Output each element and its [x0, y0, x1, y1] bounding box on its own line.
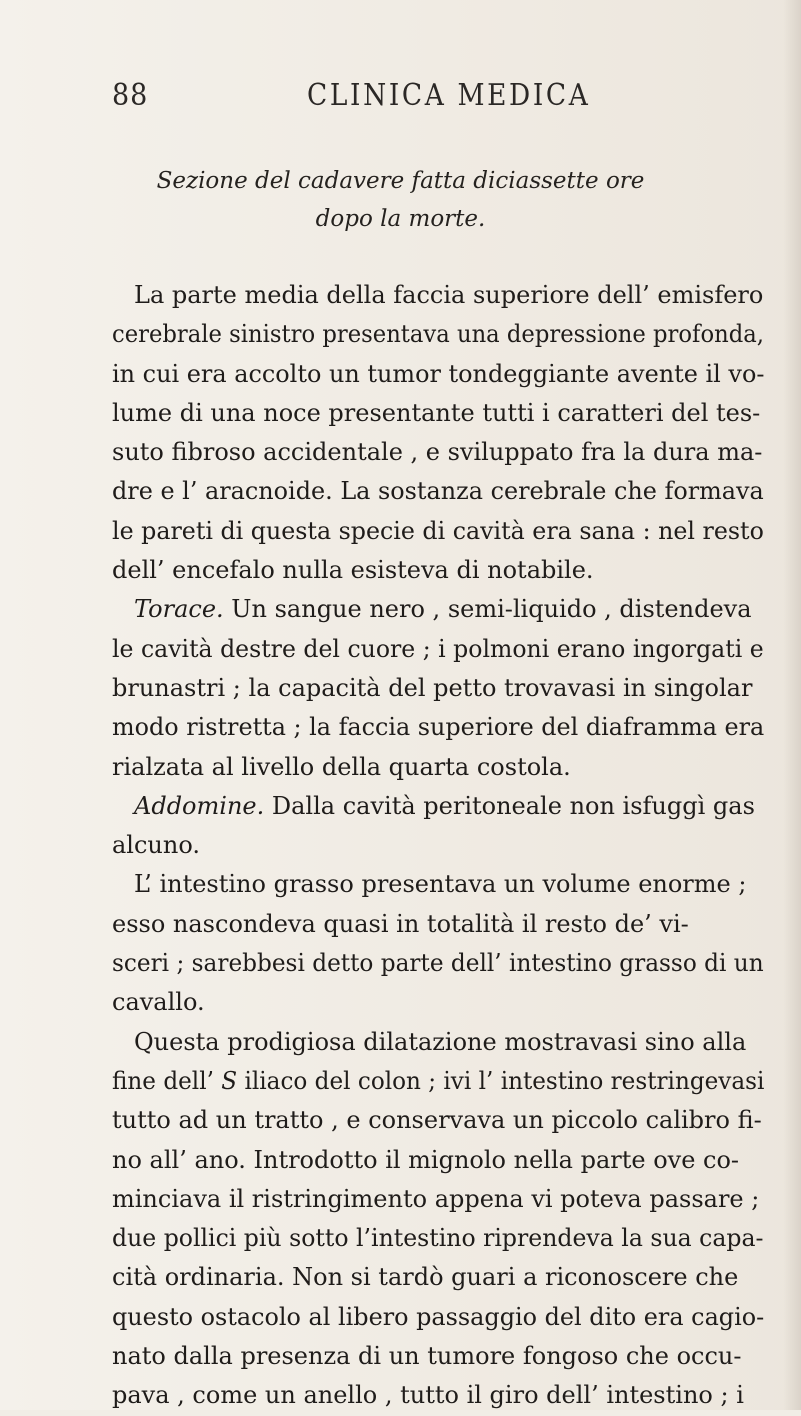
text-line-3: in cui era accolto un tumor tondeggiante avente il vo-: [112, 359, 765, 388]
text-line-5: suto fibroso accidentale , e sviluppato fra la dura ma-: [112, 438, 763, 467]
letter-s-mark: S: [221, 1066, 238, 1095]
text-line-24: minciava il ristringimento appena vi poteva passare ;: [112, 1184, 760, 1213]
text-line-17: esso nascondeva quasi in totalità il resto de’ vi-: [112, 909, 689, 938]
text-line-12: modo ristretta ; la faccia superiore del diaframma era: [112, 713, 765, 742]
text-line-22: tutto ad un tratto , e conservava un piccolo calibro fi-: [112, 1106, 762, 1135]
text-line-6: dre e l’ aracnoide. La sostanza cerebrale che formava: [112, 477, 764, 506]
text-line-16: L’ intestino grasso presentava un volume enorme ;: [134, 870, 747, 899]
text-line-21: [112, 1062, 765, 1101]
text-line-2: cerebrale sinistro presentava una depressione profonda,: [112, 320, 764, 349]
text-line-23: no all’ ano. Introdotto il mignolo nella parte ove co-: [112, 1145, 740, 1174]
text-line-14: [112, 787, 764, 826]
text-line-1: La parte media della faccia superiore dell’ emisfero: [134, 281, 764, 309]
text-line-27: questo ostacolo al libero passaggio del dito era cagio-: [112, 1302, 765, 1331]
section-title: [0, 162, 801, 238]
page-header: [0, 78, 801, 138]
text-line-4: lume di una noce presentante tutti i caratteri del tes-: [112, 398, 761, 427]
text-line-9: [112, 590, 764, 629]
run-in-head-torace: Torace.: [134, 595, 224, 624]
running-head: CLINICA MEDICA: [307, 78, 591, 113]
text-line-21-rest: iliaco del colon ; ivi l’ intestino restringevasi: [244, 1066, 765, 1095]
body-text: [112, 276, 764, 1416]
text-line-29: pava , come un anello , tutto il giro dell’ intestino ; i: [112, 1381, 744, 1410]
text-line-8: dell’ encefalo nulla esisteva di notabile.: [112, 556, 594, 585]
text-line-11: brunastri ; la capacità del petto trovavasi in singolar: [112, 673, 753, 702]
text-line-28: nato dalla presenza di un tumore fongoso che occu-: [112, 1342, 742, 1371]
text-line-7: le pareti di questa specie di cavità era sana : nel resto: [112, 516, 764, 545]
section-title-line-2: dopo la morte.: [315, 206, 486, 232]
text-line-9-rest: Un sangue nero , semi-liquido , distendeva: [231, 595, 752, 624]
text-line-10: le cavità destre del cuore ; i polmoni erano ingorgati e: [112, 634, 764, 663]
text-line-18: sceri ; sarebbesi detto parte dell’ intestino grasso di un: [112, 949, 764, 978]
text-line-14-rest: Dalla cavità peritoneale non isfuggì gas: [271, 791, 755, 820]
text-line-25: due pollici più sotto l’intestino riprendeva la sua capa-: [112, 1224, 764, 1253]
text-line-21-start: fine dell’: [112, 1066, 214, 1095]
section-title-line-1: Sezione del cadavere fatta diciassette ore: [156, 168, 645, 194]
text-line-20: Questa prodigiosa dilatazione mostravasi sino alla: [134, 1027, 747, 1056]
text-line-15: alcuno.: [112, 831, 200, 860]
page-number: 88: [112, 78, 149, 113]
run-in-head-addomine: Addomine.: [134, 791, 265, 820]
text-line-19: cavallo.: [112, 988, 205, 1017]
text-line-26: cità ordinaria. Non si tardò guari a riconoscere che: [112, 1263, 739, 1292]
text-line-13: rialzata al livello della quarta costola.: [112, 752, 571, 781]
